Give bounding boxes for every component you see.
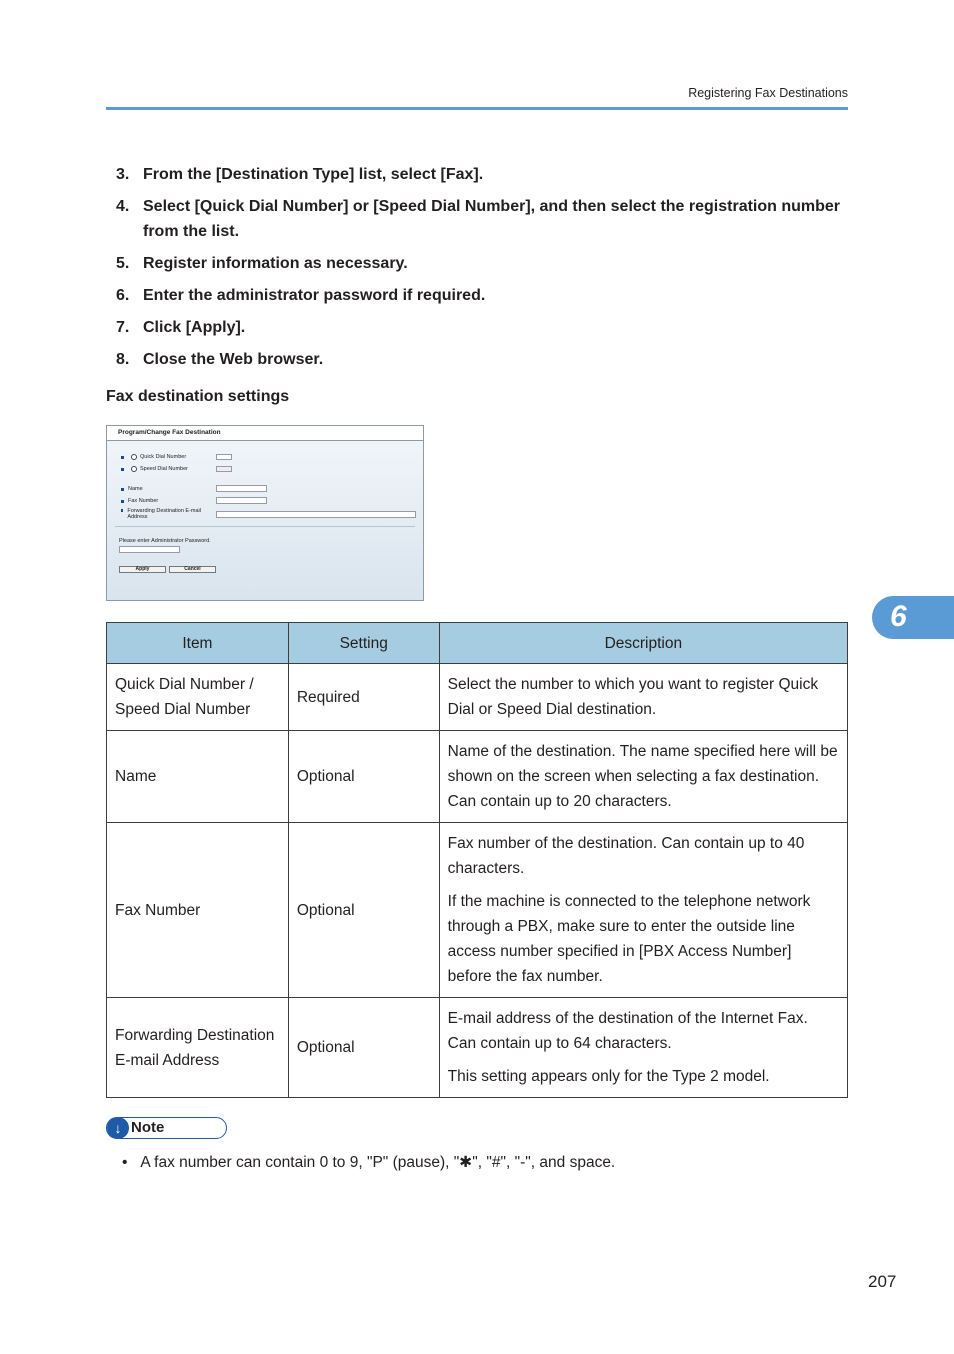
step-item — [106, 251, 848, 276]
forwarding-field — [216, 511, 416, 518]
table-row — [107, 664, 848, 731]
forwarding-row — [121, 508, 201, 520]
description-text: This setting appears only for the Type 2 model. — [447, 1068, 770, 1085]
fax-number-field — [216, 497, 267, 504]
step-text: From the [Destination Type] list, select [Fax]. — [143, 166, 484, 183]
column-header: Setting — [288, 623, 439, 664]
note-badge — [106, 1117, 227, 1139]
apply-button: Apply — [119, 566, 166, 573]
separator — [115, 526, 415, 527]
step-number: 8. — [116, 351, 130, 368]
quick-dial-select — [216, 454, 232, 460]
step-item — [106, 194, 848, 244]
bullet-icon — [121, 500, 124, 503]
header-rule — [106, 107, 848, 110]
speed-dial-select — [216, 466, 232, 472]
bullet-icon — [121, 456, 124, 459]
setting-cell: Optional — [288, 998, 439, 1098]
cancel-button: Cancel — [169, 566, 216, 573]
bullet-icon — [121, 509, 123, 512]
password-prompt: Please enter Administrator Password. — [119, 538, 211, 544]
speed-dial-label: Speed Dial Number — [140, 466, 188, 472]
description-cell — [439, 731, 847, 823]
description-text: E-mail address of the destination of the Internet Fax. Can contain up to 64 characters. — [447, 1010, 808, 1052]
description-text: Fax number of the destination. Can contain up to 40 characters. — [447, 835, 805, 877]
description-cell — [439, 664, 847, 731]
column-header: Item — [107, 623, 289, 664]
name-label: Name — [128, 486, 143, 492]
fax-number-row — [121, 498, 158, 504]
step-item — [106, 315, 848, 340]
radio-icon — [131, 466, 137, 472]
section-heading: Fax destination settings — [106, 388, 290, 405]
step-text: Click [Apply]. — [143, 319, 246, 336]
description-cell — [439, 998, 847, 1098]
step-text: Enter the administrator password if required. — [143, 287, 486, 304]
screenshot-title-bar — [107, 426, 423, 441]
setting-cell: Required — [288, 664, 439, 731]
chapter-tab — [872, 596, 954, 639]
item-cell: Name — [107, 731, 289, 823]
name-field — [216, 485, 267, 492]
step-item — [106, 283, 848, 308]
step-text: Register information as necessary. — [143, 255, 408, 272]
table-row — [107, 998, 848, 1098]
description-text: If the machine is connected to the telephone network through a PBX, make sure to enter the outside line access number specified in [PBX Access Number] before the fax number. — [447, 893, 811, 985]
description-cell — [439, 823, 847, 998]
table-row — [107, 731, 848, 823]
name-row — [121, 486, 143, 492]
note-bullet — [122, 1153, 615, 1172]
page-number: 207 — [868, 1272, 897, 1291]
step-text: Close the Web browser. — [143, 351, 324, 368]
bullet-icon — [121, 488, 124, 491]
step-list — [106, 162, 848, 379]
running-header: Registering Fax Destinations — [688, 86, 848, 100]
note-text: A fax number can contain 0 to 9, "P" (pause), "✱", "#", "-", and space. — [140, 1154, 616, 1171]
bullet-icon — [121, 468, 124, 471]
step-number: 3. — [116, 166, 130, 183]
bullet-dot: • — [122, 1154, 141, 1171]
chapter-number: 6 — [890, 600, 907, 633]
step-number: 4. — [116, 198, 130, 215]
forwarding-label: Forwarding Destination E-mail Address — [127, 508, 201, 520]
step-item — [106, 162, 848, 187]
column-header: Description — [439, 623, 847, 664]
arrow-down-icon: ↓ — [107, 1117, 129, 1139]
table-header-row — [107, 623, 848, 664]
step-number: 7. — [116, 319, 130, 336]
item-cell: Forwarding Destination E-mail Address — [107, 998, 289, 1098]
item-cell: Quick Dial Number / Speed Dial Number — [107, 664, 289, 731]
step-number: 5. — [116, 255, 130, 272]
quick-dial-row — [121, 454, 186, 460]
settings-table — [106, 622, 848, 1098]
password-field — [119, 546, 180, 553]
description-text: Name of the destination. The name specified here will be shown on the screen when selecting a fax destination. Can contain up to 20 characters. — [447, 743, 838, 810]
note-label: Note — [131, 1119, 165, 1136]
speed-dial-row — [121, 466, 188, 472]
item-cell: Fax Number — [107, 823, 289, 998]
step-item — [106, 347, 848, 372]
fax-destination-screenshot — [106, 425, 424, 601]
step-text: Select [Quick Dial Number] or [Speed Dial Number], and then select the registration number from the list. — [143, 198, 841, 240]
quick-dial-label: Quick Dial Number — [140, 454, 187, 460]
setting-cell: Optional — [288, 823, 439, 998]
table-row — [107, 823, 848, 998]
fax-number-label: Fax Number — [128, 498, 159, 504]
screenshot-title: Program/Change Fax Destination — [118, 429, 221, 436]
setting-cell: Optional — [288, 731, 439, 823]
description-text: Select the number to which you want to register Quick Dial or Speed Dial destination. — [447, 676, 819, 718]
radio-icon — [131, 454, 137, 460]
step-number: 6. — [116, 287, 130, 304]
